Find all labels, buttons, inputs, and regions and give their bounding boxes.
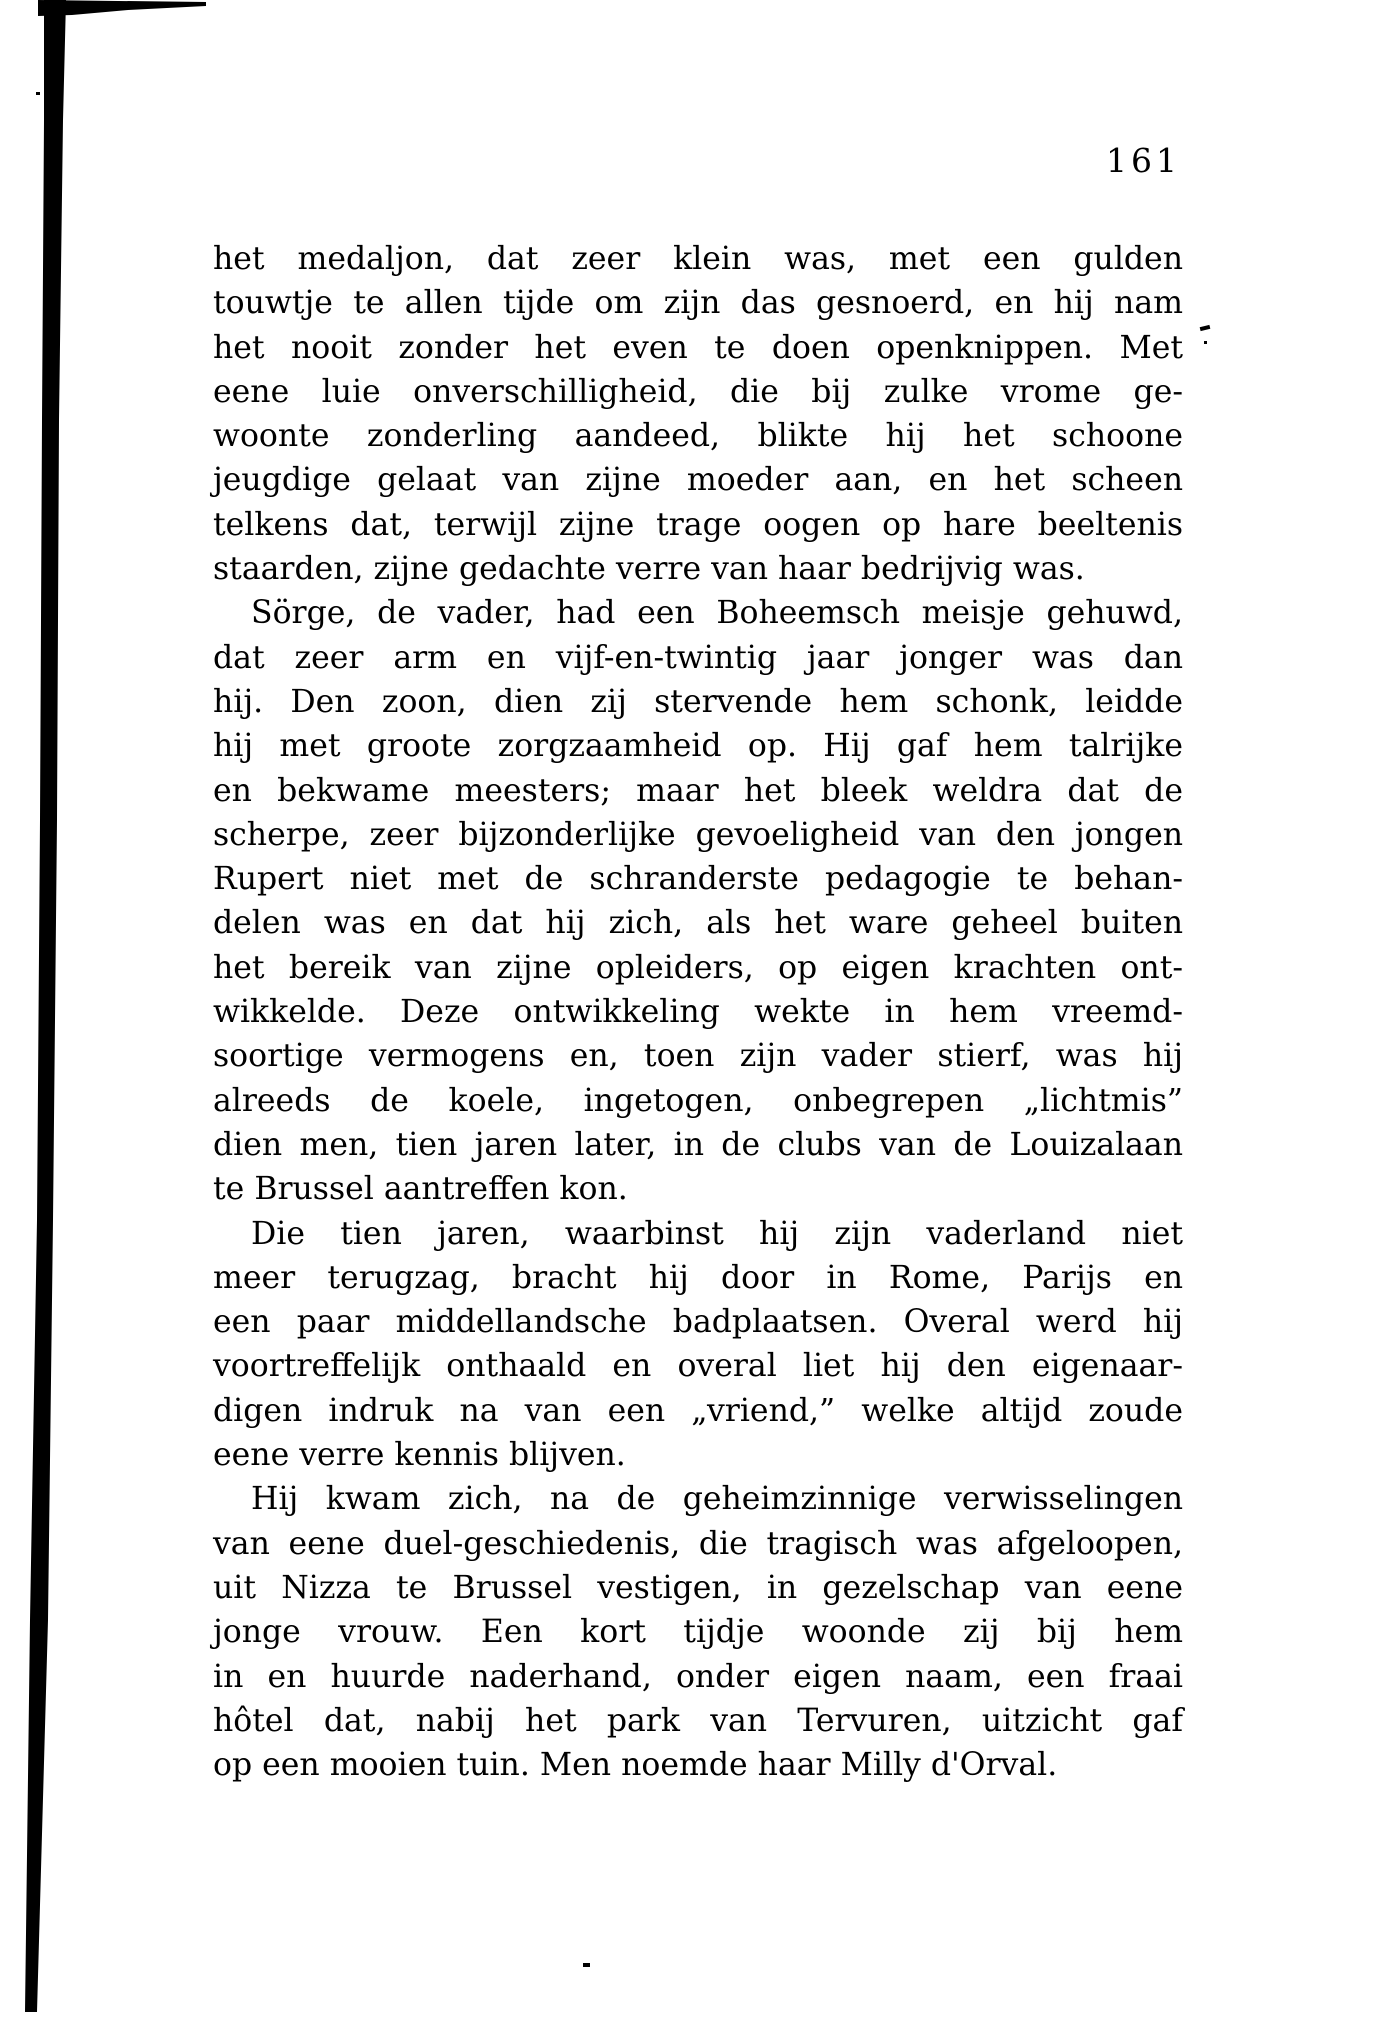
text-line: hij. Den zoon, dien zij stervende hem schonk, leidde <box>213 683 1183 720</box>
ink-speck <box>36 92 40 95</box>
text-line: dien men, tien jaren later, in de clubs van de Louizalaan <box>213 1126 1183 1163</box>
paragraph <box>213 237 1183 591</box>
text-line: woonte zonderling aandeed, blikte hij het schoone <box>213 418 1183 455</box>
text-line: Die tien jaren, waarbinst hij zijn vaderland niet <box>251 1215 1183 1252</box>
text-line: op een mooien tuin. Men noemde haar Milly d'Orval. <box>213 1747 1058 1784</box>
paragraph <box>213 1212 1183 1478</box>
text-line: jonge vrouw. Een kort tijdje woonde zij bij hem <box>213 1614 1183 1651</box>
text-line: delen was en dat hij zich, als het ware geheel buiten <box>213 905 1183 942</box>
text-line: jeugdige gelaat van zijne moeder aan, en het scheen <box>213 462 1183 499</box>
text-line: hij met groote zorgzaamheid op. Hij gaf hem talrijke <box>213 728 1183 765</box>
text-line: uit Nizza te Brussel vestigen, in gezelschap van eene <box>213 1569 1183 1606</box>
text-line: soortige vermogens en, toen zijn vader stierf, was hij <box>213 1038 1183 1075</box>
ink-speck <box>1200 325 1211 331</box>
text-line: scherpe, zeer bijzonderlijke gevoeligheid van den jongen <box>213 816 1183 853</box>
text-line: te Brussel aantreffen kon. <box>213 1171 628 1208</box>
text-line: en bekwame meesters; maar het bleek weldra dat de <box>213 772 1183 809</box>
paragraph <box>213 1477 1183 1787</box>
text-line: in en huurde naderhand, onder eigen naam, een fraai <box>213 1658 1183 1695</box>
text-line: het medaljon, dat zeer klein was, met een gulden <box>213 241 1183 277</box>
text-line: hôtel dat, nabij het park van Tervuren, uitzicht gaf <box>213 1702 1183 1739</box>
text-line: telkens dat, terwijl zijne trage oogen op hare beeltenis <box>213 506 1183 543</box>
text-line: staarden, zijne gedachte verre van haar bedrijvig was. <box>213 551 1085 588</box>
text-line: van eene duel-geschiedenis, die tragisch was afgeloopen, <box>213 1525 1183 1562</box>
text-line: wikkelde. Deze ontwikkeling wekte in hem vreemd- <box>213 994 1183 1031</box>
text-line: voortreffelijk onthaald en overal liet hij den eigenaar- <box>213 1348 1183 1385</box>
text-line: het nooit zonder het even te doen openknippen. Met <box>213 329 1183 366</box>
text-line: eene luie onverschilligheid, die bij zulke vrome ge- <box>213 373 1183 410</box>
text-line: alreeds de koele, ingetogen, onbegrepen „lichtmis” <box>213 1082 1183 1119</box>
ink-speck <box>1204 341 1207 344</box>
page-number: 161 <box>1106 141 1181 180</box>
text-line: een paar middellandsche badplaatsen. Overal werd hij <box>213 1304 1183 1341</box>
text-line: eene verre kennis blijven. <box>213 1437 626 1474</box>
body-text <box>213 237 1183 1787</box>
text-line: het bereik van zijne opleiders, op eigen krachten ont- <box>213 949 1183 986</box>
text-line: touwtje te allen tijde om zijn das gesnoerd, en hij nam <box>213 285 1183 322</box>
text-line: Hij kwam zich, na de geheimzinnige verwisselingen <box>251 1481 1183 1518</box>
text-line: digen indruk na van een „vriend,” welke altijd zoude <box>213 1392 1183 1429</box>
text-line: Sörge, de vader, had een Boheemsch meisje gehuwd, <box>251 595 1183 632</box>
text-line: dat zeer arm en vijf-en-twintig jaar jonger was dan <box>213 639 1183 676</box>
text-line: Rupert niet met de schranderste pedagogie te behan- <box>213 861 1183 898</box>
scan-binding-bar <box>25 0 66 2012</box>
scan-top-edge-artifact <box>38 0 206 16</box>
paragraph <box>213 591 1183 1211</box>
ink-speck <box>583 1963 590 1967</box>
text-line: meer terugzag, bracht hij door in Rome, Parijs en <box>213 1259 1183 1296</box>
